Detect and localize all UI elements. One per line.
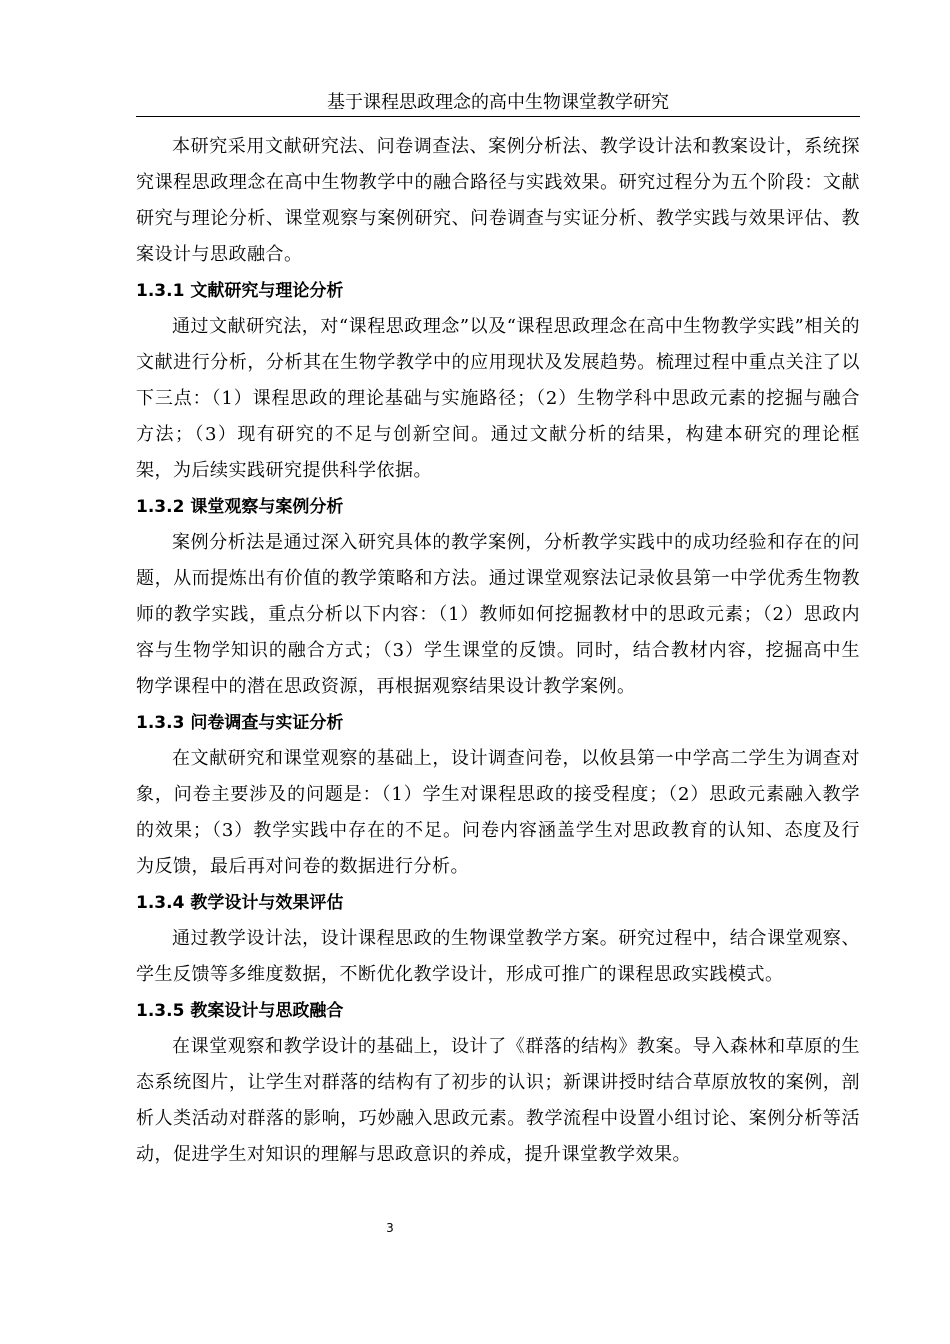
section-paragraph: 在文献研究和课堂观察的基础上，设计调查问卷，以攸县第一中学高二学生为调查对象，问卷主要涉及的问题是：（1）学生对课程思政的接受程度；（2）思政元素融入教学的效果；（3）教学实践中存在的不足。问卷内容涵盖学生对思政教育的认知、态度及行为反馈，最后再对问卷的数据进行分析。	[136, 748, 860, 877]
running-header: 基于课程思政理念的高中生物课堂教学研究	[327, 92, 669, 113]
section-1-3-1	[136, 273, 860, 489]
page-number: 3	[386, 1221, 394, 1235]
section-1-3-3	[136, 705, 860, 885]
intro-paragraph: 本研究采用文献研究法、问卷调查法、案例分析法、教学设计法和教案设计，系统探究课程思政理念在高中生物教学中的融合路径与实践效果。研究过程分为五个阶段：文献研究与理论分析、课堂观察与案例研究、问卷调查与实证分析、教学实践与效果评估、教案设计与思政融合。	[136, 136, 860, 265]
section-heading: 1.3.1 文献研究与理论分析	[136, 281, 344, 301]
page-body	[136, 129, 860, 1173]
section-heading: 1.3.2 课堂观察与案例分析	[136, 497, 344, 517]
section-1-3-5	[136, 993, 860, 1173]
section-heading: 1.3.3 问卷调查与实证分析	[136, 713, 344, 733]
section-1-3-2	[136, 489, 860, 705]
section-heading: 1.3.5 教案设计与思政融合	[136, 1001, 344, 1021]
header-rule	[136, 116, 860, 117]
section-heading: 1.3.4 教学设计与效果评估	[136, 893, 344, 913]
section-paragraph: 通过教学设计法，设计课程思政的生物课堂教学方案。研究过程中，结合课堂观察、学生反馈等多维度数据，不断优化教学设计，形成可推广的课程思政实践模式。	[136, 928, 860, 985]
section-paragraph: 在课堂观察和教学设计的基础上，设计了《群落的结构》教案。导入森林和草原的生态系统图片，让学生对群落的结构有了初步的认识；新课讲授时结合草原放牧的案例，剖析人类活动对群落的影响，巧妙融入思政元素。教学流程中设置小组讨论、案例分析等活动，促进学生对知识的理解与思政意识的养成，提升课堂教学效果。	[136, 1036, 860, 1165]
section-paragraph: 通过文献研究法，对“课程思政理念”以及“课程思政理念在高中生物教学实践”相关的文献进行分析，分析其在生物学教学中的应用现状及发展趋势。梳理过程中重点关注了以下三点：（1）课程思政的理论基础与实施路径；（2）生物学科中思政元素的挖掘与融合方法；（3）现有研究的不足与创新空间。通过文献分析的结果，构建本研究的理论框架，为后续实践研究提供科学依据。	[136, 316, 860, 481]
section-paragraph: 案例分析法是通过深入研究具体的教学案例，分析教学实践中的成功经验和存在的问题，从而提炼出有价值的教学策略和方法。通过课堂观察法记录攸县第一中学优秀生物教师的教学实践，重点分析以下内容：（1）教师如何挖掘教材中的思政元素；（2）思政内容与生物学知识的融合方式；（3）学生课堂的反馈。同时，结合教材内容，挖掘高中生物学课程中的潜在思政资源，再根据观察结果设计教学案例。	[136, 532, 860, 697]
section-1-3-4	[136, 885, 860, 993]
